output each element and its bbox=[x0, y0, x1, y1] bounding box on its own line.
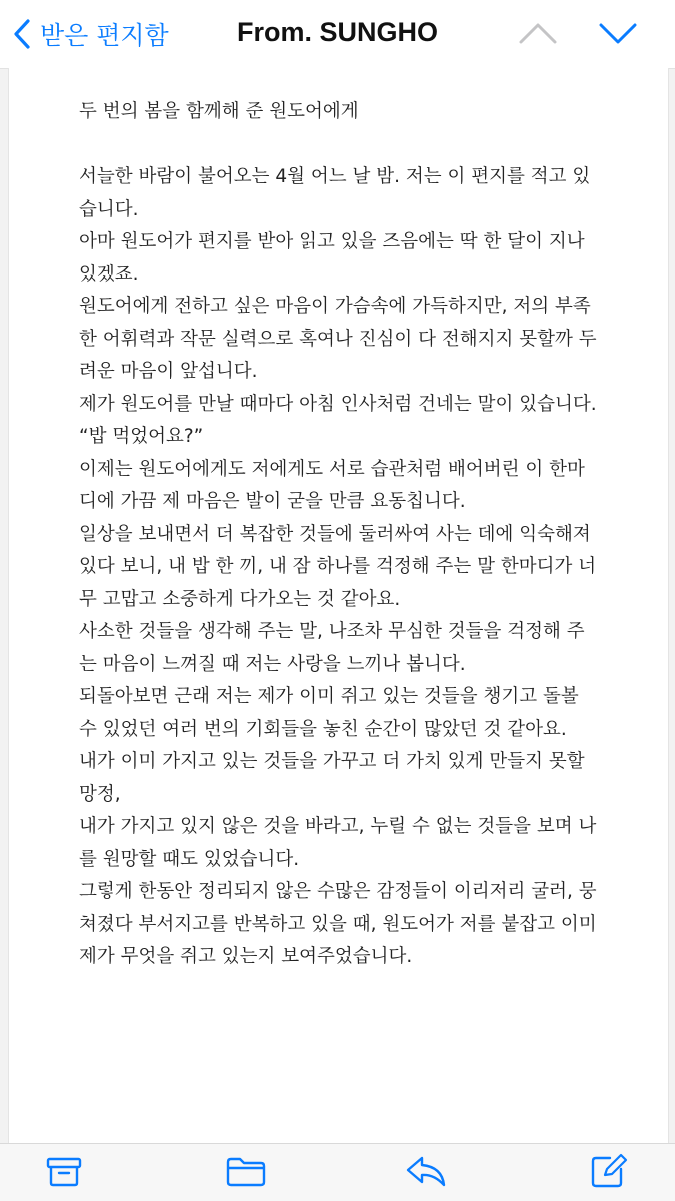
letter-paragraph: 아마 원도어가 편지를 받아 읽고 있을 즈음에는 딱 한 달이 지나 있겠죠. bbox=[79, 231, 585, 285]
letter-paragraph: 사소한 것들을 생각해 주는 말, 나조차 무심한 것들을 걱정해 주는 마음이 느껴질 때 저는 사랑을 느끼나 봅니다. bbox=[79, 621, 585, 675]
letter-paragraph: 이제는 원도어에게도 저에게도 서로 습관처럼 배어버린 이 한마디에 가끔 제 마음은 발이 굳을 만큼 요동칩니다. bbox=[79, 458, 585, 512]
archive-icon bbox=[44, 1152, 84, 1190]
reply-button[interactable] bbox=[404, 1152, 448, 1194]
letter-paragraph: 일상을 보내면서 더 복잡한 것들에 둘러싸여 사는 데에 익숙해져 있다 보니, 내 밥 한 끼, 내 잠 하나를 걱정해 주는 말 한마디가 너무 고맙고 소중하게 다가오는 것 같아요. bbox=[79, 523, 597, 610]
compose-icon bbox=[588, 1152, 630, 1190]
navigation-bar bbox=[0, 0, 675, 69]
back-label: 받은 편지함 bbox=[40, 21, 169, 50]
next-message-button[interactable] bbox=[598, 18, 638, 52]
folder-icon bbox=[224, 1152, 268, 1190]
mail-subject-title: From. SUNGHO bbox=[236, 17, 438, 47]
letter-paragraph: 원도어에게 전하고 싶은 마음이 가슴속에 가득하지만, 저의 부족한 어휘력과 작문 실력으로 혹여나 진심이 다 전해지지 못할까 두려운 마음이 앞섭니다. bbox=[79, 296, 597, 382]
bottom-toolbar bbox=[0, 1143, 675, 1201]
letter-paragraph: 내가 가지고 있지 않은 것을 바라고, 누릴 수 없는 것들을 보며 나를 원망할 때도 있었습니다. bbox=[79, 816, 597, 870]
message-body bbox=[8, 68, 669, 1143]
letter-greeting: 두 번의 봄을 함께해 준 원도어에게 bbox=[79, 101, 359, 122]
letter-paragraph: 서늘한 바람이 불어오는 4월 어느 날 밤. 저는 이 편지를 적고 있습니다. bbox=[79, 166, 591, 220]
previous-message-button[interactable] bbox=[518, 18, 558, 52]
back-to-inbox-button[interactable] bbox=[14, 16, 169, 52]
chevron-up-icon bbox=[518, 18, 558, 48]
letter-text bbox=[79, 96, 599, 974]
letter-paragraph: 되돌아보면 근래 저는 제가 이미 쥐고 있는 것들을 챙기고 돌볼 수 있었던 여러 번의 기회들을 놓친 순간이 많았던 것 같아요. bbox=[79, 686, 579, 740]
compose-button[interactable] bbox=[588, 1152, 630, 1194]
letter-paragraph: “밥 먹었어요?” bbox=[79, 426, 204, 447]
archive-button[interactable] bbox=[44, 1152, 84, 1194]
chevron-left-icon bbox=[14, 19, 30, 49]
chevron-down-icon bbox=[598, 18, 638, 48]
letter-paragraph: 그렇게 한동안 정리되지 않은 수많은 감정들이 이리저리 굴러, 뭉쳐졌다 부서지고를 반복하고 있을 때, 원도어가 저를 붙잡고 이미 제가 무엇을 쥐고 있는지 보여주었습니다. bbox=[79, 881, 597, 967]
reply-icon bbox=[404, 1152, 448, 1190]
move-to-folder-button[interactable] bbox=[224, 1152, 268, 1194]
letter-paragraph: 제가 원도어를 만날 때마다 아침 인사처럼 건네는 말이 있습니다. bbox=[79, 393, 597, 415]
letter-paragraph: 내가 이미 가지고 있는 것들을 가꾸고 더 가치 있게 만들지 못할망정, bbox=[79, 751, 585, 805]
